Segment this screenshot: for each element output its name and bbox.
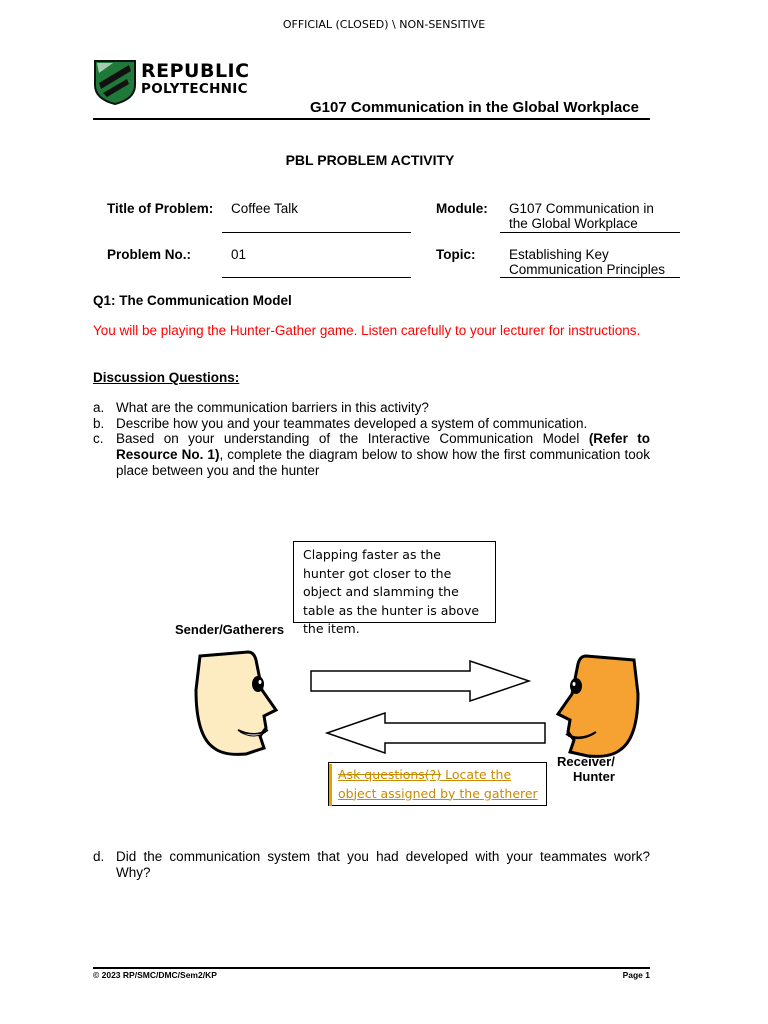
module-underline (500, 232, 680, 233)
q1-heading: Q1: The Communication Model (93, 293, 292, 308)
shield-emblem-icon (93, 59, 137, 105)
question-d-marker: d. (93, 849, 105, 864)
module-value-line-1: G107 Communication in (509, 201, 654, 216)
receiver-head-icon (550, 654, 642, 758)
question-a-text: What are the communication barriers in this activity? (116, 400, 429, 415)
question-c-text-part-2: , complete the diagram below to show how the first communication took place between you and the hunter (116, 447, 650, 478)
question-a (93, 400, 650, 416)
receiver-label-line-2: Hunter (573, 769, 615, 784)
problem-no-underline (222, 277, 411, 278)
sender-label: Sender/Gatherers (175, 622, 285, 637)
arrow-right-icon (310, 660, 532, 702)
textbox-edit-marker (329, 764, 332, 806)
bottom-box-struck-text: Ask questions(?) (338, 767, 442, 782)
question-c-text (116, 431, 650, 479)
logo-line-1: REPUBLIC (141, 60, 250, 82)
receiver-head-shape (558, 656, 638, 756)
question-d (93, 849, 650, 881)
logo-line-2: POLYTECHNIC (141, 81, 248, 97)
question-b-marker: b. (93, 416, 105, 431)
module-label: Module: (436, 201, 488, 216)
title-of-problem-value: Coffee Talk (231, 201, 299, 216)
header-divider (93, 118, 650, 120)
top-box-text: Clapping faster as the hunter got closer to the object and slamming the table as the hunter is above the item. (303, 547, 480, 636)
message-textbox-top[interactable] (293, 541, 496, 636)
republic-polytechnic-logo (93, 45, 250, 111)
problem-no-label: Problem No.: (107, 247, 192, 262)
sender-head-icon (192, 650, 284, 756)
topic-value-line-2: Communication Principles (509, 262, 666, 277)
question-c-marker: c. (93, 431, 104, 446)
topic-label: Topic: (436, 247, 476, 262)
footer-copyright: © 2023 RP/SMC/DMC/Sem2/KP (93, 970, 217, 980)
sender-head-shape (196, 652, 276, 754)
footer-divider (93, 967, 650, 969)
module-value-line-2: the Global Workplace (509, 216, 638, 231)
topic-value-line-1: Establishing Key (509, 247, 609, 262)
topic-underline (500, 277, 680, 278)
question-c (93, 431, 650, 479)
header-title: G107 Communication in the Global Workplace (310, 99, 639, 116)
question-b-text: Describe how you and your teammates developed a system of communication. (116, 416, 588, 431)
receiver-label-line-1: Receiver/ (557, 754, 615, 769)
problem-no-value: 01 (231, 247, 247, 262)
question-d-text: Did the communication system that you had developed with your teammates work? Why? (116, 849, 650, 880)
classification-marking: OFFICIAL (CLOSED) \ NON-SENSITIVE (282, 18, 486, 31)
question-c-resource-reference: (Refer to Resource No. 1) (116, 431, 650, 462)
question-c-text-part-1: Based on your understanding of the Interactive Communication Model (116, 431, 589, 446)
instruction-text: You will be playing the Hunter-Gather game. Listen carefully to your lecturer for instructions. (93, 323, 641, 338)
question-b (93, 416, 650, 432)
question-a-marker: a. (93, 400, 105, 415)
receiver-eye (570, 678, 582, 694)
sender-eye (252, 676, 264, 692)
page-title: PBL PROBLEM ACTIVITY (285, 152, 455, 168)
bottom-box-answer-text: Locate the object assigned by the gatherer (338, 767, 538, 801)
title-of-problem-label: Title of Problem: (107, 201, 214, 216)
footer-page-number: Page 1 (622, 970, 650, 980)
title-underline (222, 232, 411, 233)
arrow-left-icon (325, 712, 547, 754)
discussion-questions-heading: Discussion Questions: (93, 370, 240, 385)
bottom-box-text (338, 767, 538, 801)
feedback-textbox-bottom[interactable] (328, 762, 547, 806)
